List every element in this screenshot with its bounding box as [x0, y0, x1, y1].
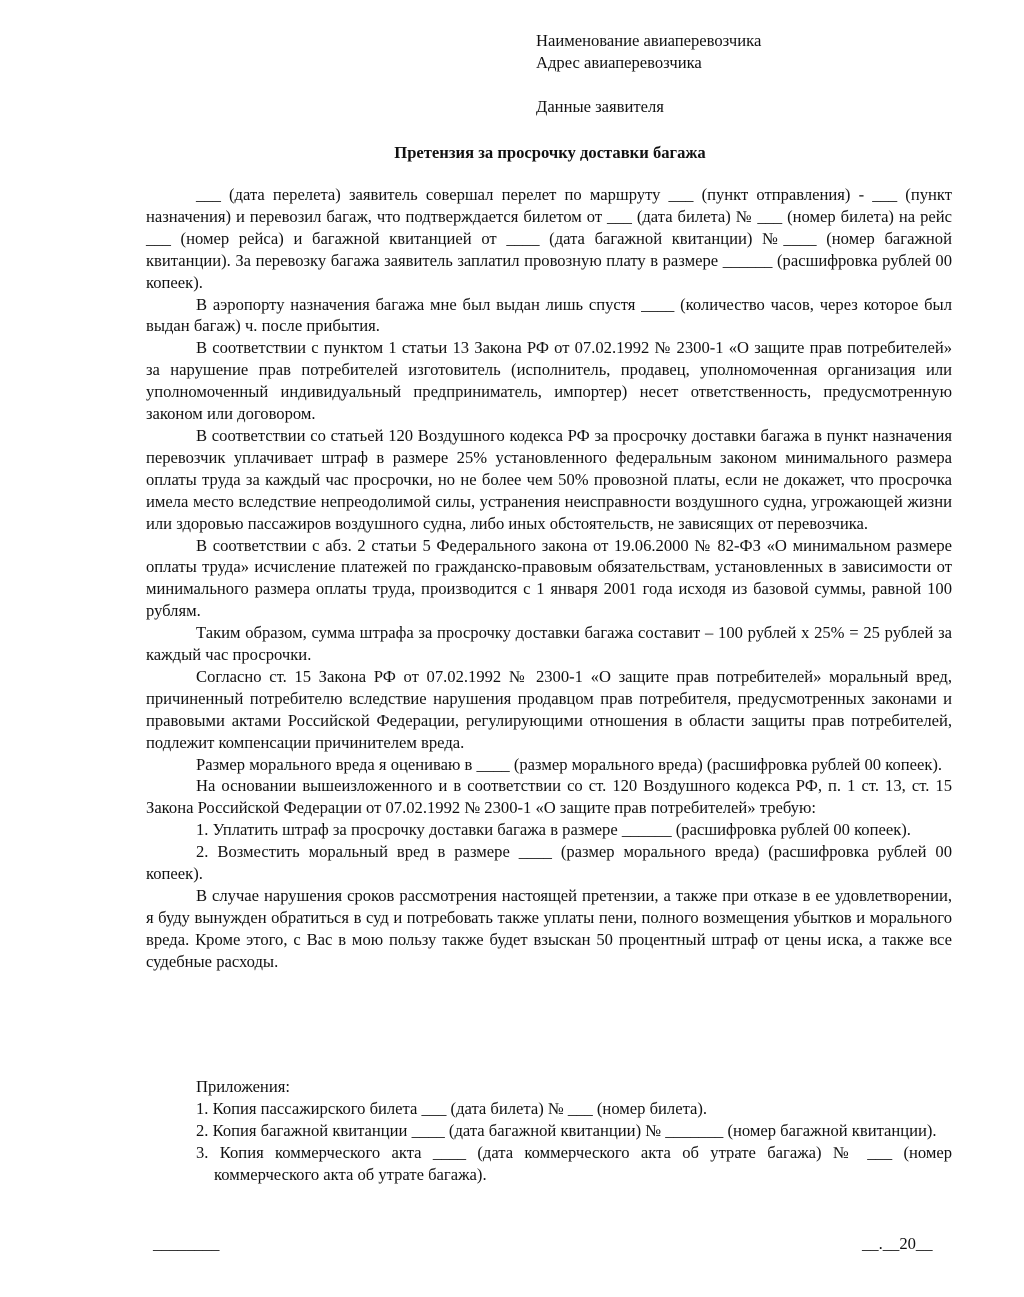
signature-date: __.__20__ [862, 1234, 933, 1253]
carrier-address: Адрес авиаперевозчика [536, 53, 702, 72]
applicant-data: Данные заявителя [536, 97, 664, 116]
paragraph-delay: В аэропорту назначения багажа мне был выдан лишь спустя ____ (количество часов, через которое был выдан багаж) ч. после прибытия. [146, 294, 952, 336]
appendix-item: 2. Копия багажной квитанции ____ (дата багажной квитанции) № _______ (номер багажной квитанции). [196, 1120, 937, 1140]
claim-body [146, 184, 952, 973]
appendix-title: Приложения: [196, 1077, 290, 1096]
paragraph-warning: В случае нарушения сроков рассмотрения настоящей претензии, а также при отказе в ее удовлетворении, я буду вынужден обратиться в суд и потребовать также уплаты пени, полного возмещения убытков и морального вреда. Кроме этого, с Вас в мою пользу также будет взыскан 50 процентный штраф от цены иска, а также все судебные расходы. [146, 886, 952, 971]
appendix-item: 3. Копия коммерческого акта ____ (дата коммерческого акта об утрате багажа) № ___ (номер коммерческого акта об утрате багажа). [196, 1142, 952, 1184]
paragraph-air-code: В соответствии со статьей 120 Воздушного кодекса РФ за просрочку доставки багажа в пункт назначения перевозчик уплачивает штраф в размере 25% установленного федеральным законом минимального размера оплаты труда за каждый час просрочки, но не более чем 50% провозной платы, если не докажет, что просрочка имела место вследствие непреодолимой силы, устранения неисправности воздушного судна, угрожающей жизни или здоровью пассажиров воздушного судна, либо иных обстоятельств, не зависящих от перевозчика. [146, 425, 952, 533]
paragraph-minimum-wage: В соответствии с абз. 2 статьи 5 Федерального закона от 19.06.2000 № 82-ФЗ «О минимальном размере оплаты труда» исчисление платежей по гражданско-правовым обязательствам, установленных в зависимости от минимального размера оплаты труда, производится с 1 января 2001 года исходя из базовой суммы, равной 100 рублям. [146, 535, 952, 621]
paragraph-flight-details: ___ (дата перелета) заявитель совершал перелет по маршруту ___ (пункт отправления) - ___ (пункт назначения) и перевозил багаж, что подтверждается билетом от ___ (дата билета) № ___ (номер билета) на рейс ___ (номер рейса) и багажной квитанцией от ____ (дата багажной квитанции) №____ (номер багажной квитанции). За перевозку багажа заявитель заплатил провозную плату в размере ______ (расшифровка рублей 00 копеек). [146, 185, 952, 292]
paragraph-moral-damage-amount: Размер морального вреда я оцениваю в ____ (размер морального вреда) (расшифровка рублей 00 копеек). [196, 754, 943, 774]
addressee-block [536, 30, 761, 118]
document-title: Претензия за просрочку доставки багажа [394, 143, 706, 162]
demand-item-moral-damage: 2. Возместить моральный вред в размере ____ (размер морального вреда) (расшифровка рублей 00 копеек). [146, 842, 952, 884]
demand-item-fine: 1. Уплатить штраф за просрочку доставки багажа в размере ______ (расшифровка рублей 00 копеек). [196, 820, 911, 840]
carrier-name: Наименование авиаперевозчика [536, 31, 762, 50]
paragraph-consumer-law: В соответствии с пунктом 1 статьи 13 Закона РФ от 07.02.1992 № 2300-1 «О защите прав потребителей» за нарушение прав потребителей изготовитель (исполнитель, продавец, уполномоченная организация или уполномоченный индивидуальный предприниматель, импортер) несет ответственность, предусмотренную законом или договором. [146, 338, 952, 424]
paragraph-demand-basis: На основании вышеизложенного и в соответствии со ст. 120 Воздушного кодекса РФ, п. 1 ст. 13, ст. 15 Закона Российской Федерации от 07.02.1992 № 2300-1 «О защите прав потребителей» требую: [146, 776, 952, 818]
paragraph-moral-damage-law: Согласно ст. 15 Закона РФ от 07.02.1992 № 2300-1 «О защите прав потребителей» моральный вред, причиненный потребителю вследствие нарушения продавцом прав потребителя, предусмотренных законами и правовыми актами Российской Федерации, регулирующими отношения в области защиты прав потребителей, подлежит компенсации причинителем вреда. [146, 666, 952, 752]
paragraph-fine-calculation: Таким образом, сумма штрафа за просрочку доставки багажа составит – 100 рублей х 25% = 25 рублей за каждый час просрочки. [146, 623, 952, 665]
appendix-item: 1. Копия пассажирского билета ___ (дата билета) № ___ (номер билета). [196, 1098, 708, 1118]
signature-line: ________ [153, 1234, 220, 1253]
appendix-list [146, 1076, 952, 1186]
